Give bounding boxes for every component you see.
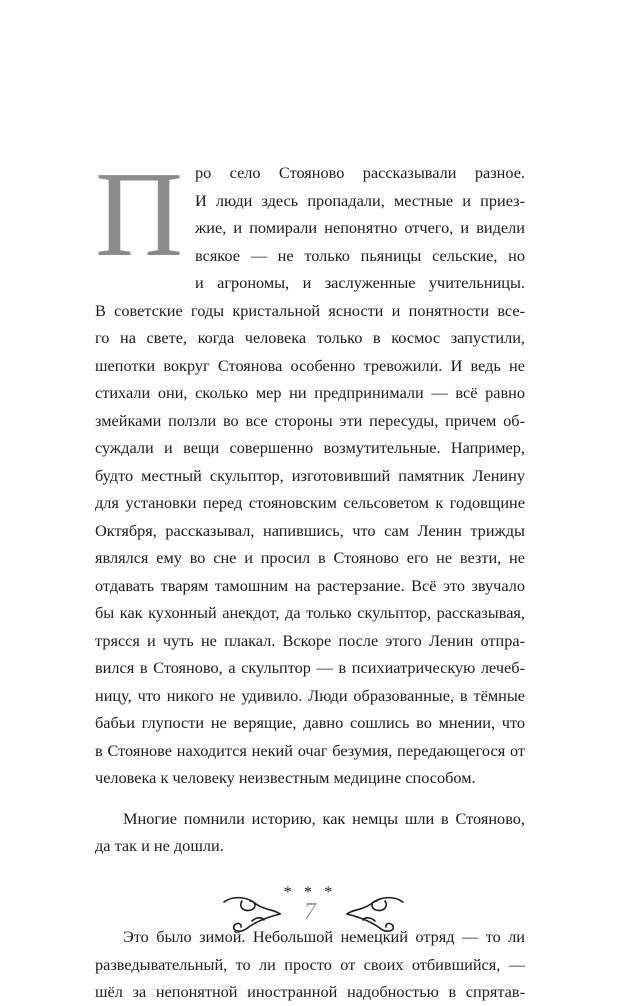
text-line: стихали они, сколько мер ни предпринимали — всё равно	[95, 383, 525, 402]
text-line: в Стоянове находится некий очаг безумия, передающегося от	[95, 740, 525, 760]
paragraph-1	[95, 147, 525, 792]
text-line: и агрономы, и заслуженные учительницы.	[195, 273, 525, 292]
text-line: бы как кухонный анекдот, да только скульптор, рассказывая,	[95, 603, 525, 622]
text-line: отдавать тварям тамошним на растерзание. Всё это звучало	[95, 575, 525, 595]
text-line: суждали и вещи совершенно возмутительные. Например,	[95, 438, 525, 457]
text-line: всякое — не только пьяницы сельские, но	[195, 245, 525, 265]
text-line: человека к человеку неизвестным медицине способом.	[95, 768, 476, 787]
text-line: шепотки вокруг Стоянова особенно тревожили. И ведь не	[95, 355, 525, 375]
text-line: бабьи глупости не верящие, давно сошлись во мнении, что	[95, 713, 525, 732]
text-line: И люди здесь пропадали, местные и приез-	[195, 190, 525, 210]
left-ornament-icon	[222, 893, 282, 935]
text-line: трясся и чуть не плакал. Вскоре после этого Ленин отпра-	[95, 630, 525, 650]
text-line: В советские годы кристальной ясности и понятности все-	[95, 300, 525, 320]
text-line: ро село Стояново рассказывали разное.	[195, 163, 525, 182]
page-number: 7	[304, 899, 316, 925]
section-separator: * * *	[283, 881, 337, 901]
text-line: вился в Стояново, а скульптор — в психиатрическую лечеб-	[95, 658, 525, 677]
text-line: шёл за непонятной иностранной надобностью в спрятав-	[95, 982, 525, 1001]
text-line: го на свете, когда человека только в космос запустили,	[95, 328, 525, 347]
paragraph-2	[95, 805, 525, 860]
drop-cap: П	[95, 147, 184, 282]
text-line: Это было зимой. Небольшой немецкий отряд — то ли	[123, 927, 525, 946]
text-line: разведывательный, то ли просто от своих отбившийся, —	[95, 954, 525, 974]
body-text	[95, 147, 525, 1006]
text-line: будто местный скульптор, изготовивший памятник Ленину	[95, 465, 525, 485]
text-line: для установки перед стояновским сельсоветом к годовщине	[95, 493, 525, 512]
page-footer	[0, 893, 619, 943]
text-line: да так и не дошли.	[95, 836, 224, 855]
text-line: жие, и помирали непонятно отчего, и видели	[195, 218, 525, 237]
text-line: являлся ему во сне и просил в Стояново его не везти, не	[95, 548, 525, 567]
text-line: змейками ползли во все стороны эти пересуды, причем об-	[95, 410, 525, 430]
text-line: Многие помнили историю, как немцы шли в Стояново,	[123, 808, 525, 828]
text-line: ницу, что никого не удивило. Люди образованные, в тёмные	[95, 685, 525, 705]
text-line: Октября, рассказывал, напившись, что сам Ленин трижды	[95, 520, 525, 540]
right-ornament-icon	[345, 893, 405, 935]
